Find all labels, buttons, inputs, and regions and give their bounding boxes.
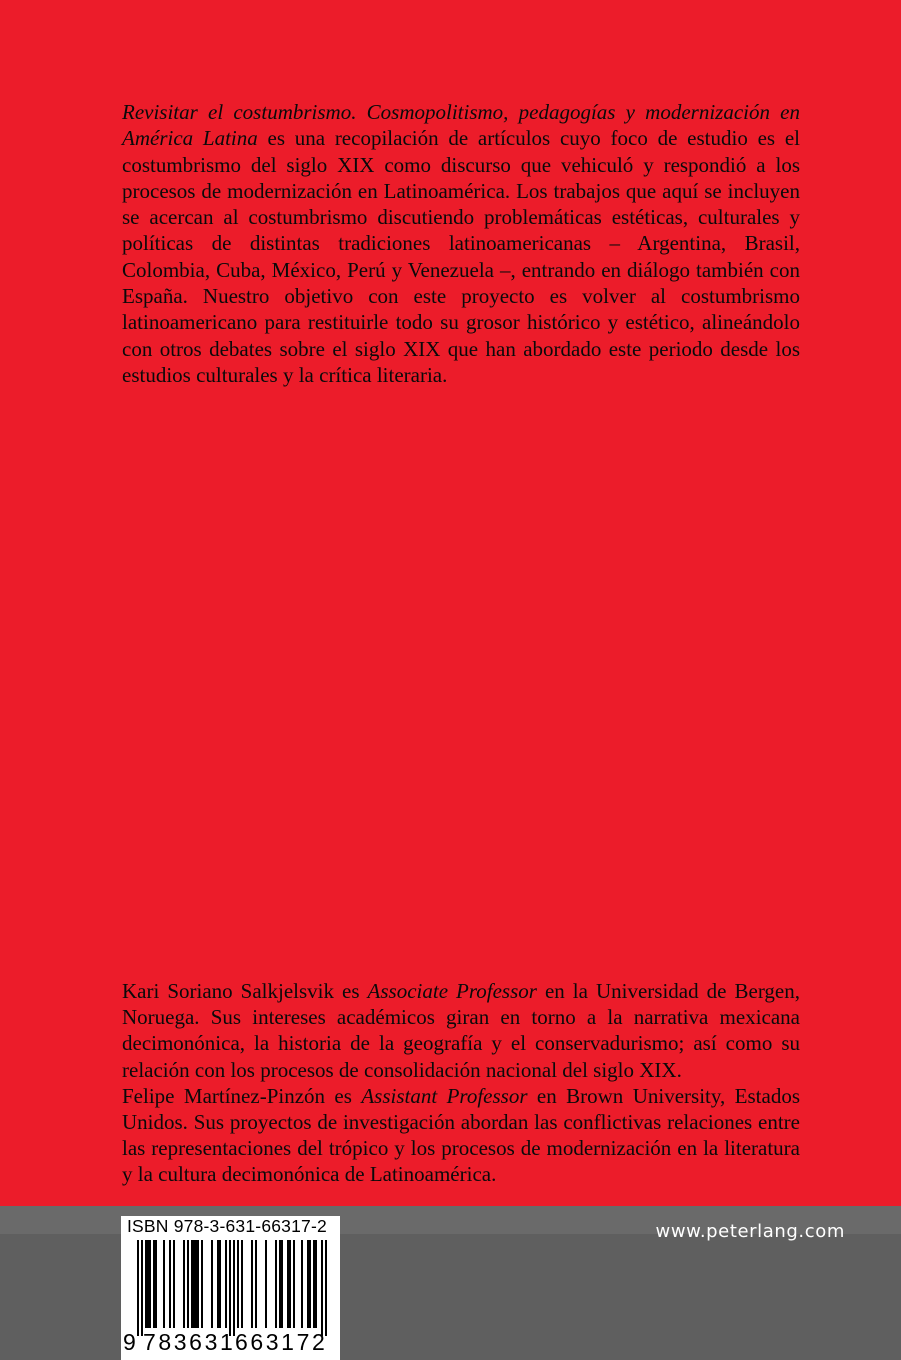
barcode-bar (265, 1240, 267, 1328)
barcode-bar (293, 1240, 295, 1328)
barcode-bar (233, 1240, 235, 1336)
barcode-bar (217, 1240, 219, 1328)
isbn-barcode: ISBN 978-3-631-66317-2 9 783631 663172 (121, 1216, 340, 1360)
barcode-bar (309, 1240, 311, 1328)
barcode-bar (187, 1240, 189, 1328)
barcode-bar (251, 1240, 253, 1328)
barcode-bar (241, 1240, 243, 1328)
book-description (122, 99, 800, 388)
book-title: Revisitar el costumbrismo. Cosmopolitismo, pedagogías y modernización en América Latina (122, 100, 800, 151)
barcode-bar (281, 1240, 283, 1328)
barcode-bar (147, 1240, 149, 1328)
publisher-url[interactable]: www.peterlang.com (655, 1221, 845, 1242)
author-role: Associate Professor (367, 979, 537, 1003)
author-bios (122, 978, 800, 1188)
barcode-bar (225, 1240, 227, 1328)
barcode-bar (279, 1240, 281, 1328)
description-text: es una recopilación de artículos cuyo foco de estudio es el costumbrismo del siglo XIX como discurso que vehiculó y respondió a los procesos de modernización en Latinoamérica. Los trabajos que aquí se incluyen se acercan al costumbrismo discutiendo problemáticas estéticas, culturales y políticas de distintas tradiciones latinoamericanas – Argentina, Brasil, Colombia, Cuba, México, Perú y Venezuela –, entrando en diálogo también con España. Nuestro objetivo con este proyecto es volver al costumbrismo latinoamericano para restituirle todo su grosor histórico y estético, alineándolo con otros debates sobre el siglo XIX que han abordado este periodo desde los estudios culturales y la crítica literaria. (122, 126, 800, 387)
barcode-bar (301, 1240, 303, 1328)
barcode-bar (149, 1240, 151, 1328)
barcode-bar (193, 1240, 195, 1328)
author-role: Assistant Professor (361, 1083, 528, 1108)
barcode-bar (169, 1240, 171, 1328)
barcode-bar (275, 1240, 277, 1328)
barcode-bar (201, 1240, 203, 1328)
barcode-bar (237, 1240, 239, 1328)
isbn-label: ISBN 978-3-631-66317-2 (127, 1216, 327, 1236)
barcode-bar (153, 1240, 155, 1328)
author-bio: Kari Soriano Salkjelsvik es Associate Professor en la Universidad de Bergen, Noruega. Sus intereses académicos giran en torno a la narrativa mexicana decimonónica, la historia de la geografía y el conservadurismo; así como su relación con los procesos de consolidación nacional del siglo XIX. (122, 979, 800, 1082)
barcode-bar (191, 1240, 193, 1328)
barcode-bar (137, 1240, 139, 1336)
barcode-bar (155, 1240, 157, 1328)
barcode-bar (197, 1240, 199, 1328)
barcode-bar (325, 1240, 327, 1336)
barcode-bar (141, 1240, 143, 1336)
barcode-bar (219, 1240, 221, 1328)
barcode-bar (211, 1240, 213, 1328)
barcode-bar (255, 1240, 257, 1328)
barcode-bar (313, 1240, 315, 1328)
barcode-bar (229, 1240, 231, 1336)
barcode-bar (183, 1240, 185, 1328)
barcode-bar (173, 1240, 175, 1328)
barcode-bar (307, 1240, 309, 1328)
barcode-icon (121, 1240, 340, 1336)
barcode-bar (315, 1240, 317, 1328)
barcode-bar (289, 1240, 291, 1328)
barcode-bar (145, 1240, 147, 1328)
author-bio: Felipe Martínez-Pinzón es Assistant Professor en Brown University, Estados Unidos. Sus proyectos de investigación abordan las conflictivas relaciones entre las representaciones del trópico y los procesos de modernización en la literatura y la cultura decimonónica de Latinoamérica. (122, 1083, 800, 1187)
barcode-bar (321, 1240, 323, 1336)
barcode-bar (195, 1240, 197, 1328)
barcode-bar (163, 1240, 165, 1328)
barcode-bar (287, 1240, 289, 1328)
